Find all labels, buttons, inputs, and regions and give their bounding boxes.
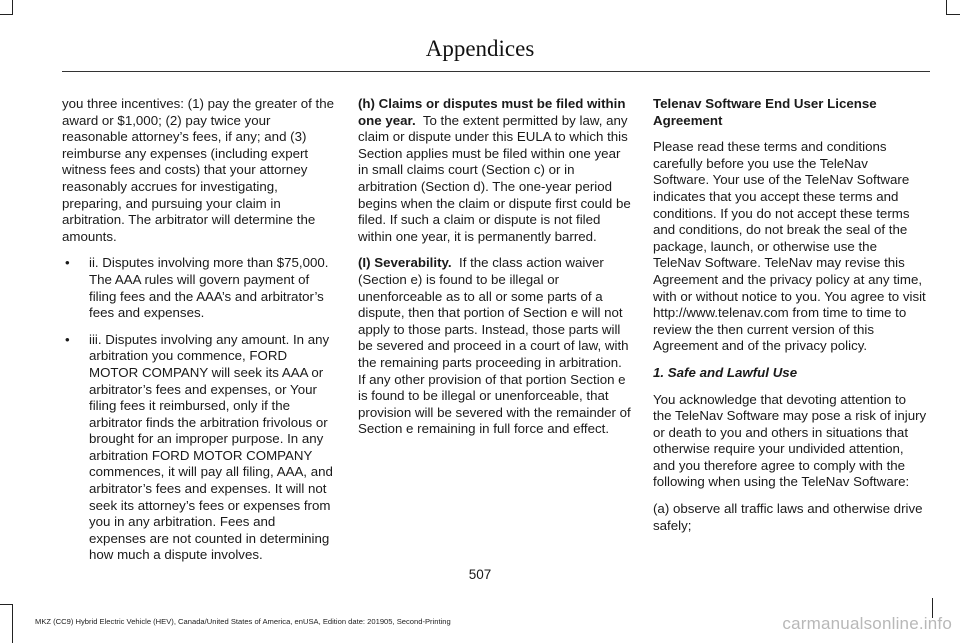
section-h-heading: (h) Claims or disputes must be filed within one year.: [358, 96, 626, 128]
paragraph-terms: Please read these terms and conditions carefully before you use the TeleNav Software. Your use of the TeleNav Software indicates that you accept these terms and conditions. If you do not accept these terms and conditions, do not break the seal of the package, launch, or otherwise use the TeleNav Software. TeleNav may revise this Agreement and the privacy policy at any time, with or without notice to you. You agree to visit http://www.telenav.com from time to time to review the then current version of this Agreement and of the privacy policy.: [653, 139, 926, 354]
bullet-list: [62, 255, 335, 564]
column-right: [653, 96, 927, 544]
paragraph-acknowledge: You acknowledge that devoting attention to the TeleNav Software may pose a risk of injury or death to you and others in situations that otherwise require your undivided attention, and you therefore agree to comply with the following when using the TeleNav Software:: [653, 391, 927, 490]
safe-use-heading: 1. Safe and Lawful Use: [653, 364, 798, 380]
crop-mark-bottom-left-v: [12, 604, 13, 643]
crop-mark-top-left-h: [0, 14, 13, 15]
crop-mark-top-left-v: [12, 0, 13, 14]
telenav-heading: Telenav Software End User License Agreement: [653, 96, 877, 128]
footer-edition: MKZ (CC9) Hybrid Electric Vehicle (HEV), Canada/United States of America, enUSA, Edition date: 201905, Second-Printing: [35, 617, 451, 626]
list-item: [62, 255, 335, 321]
paragraph-incentives: you three incentives: (1) pay the greater of the award or $1,000; (2) pay twice your reasonable attorney’s fees, if any; and (3) reimburse any expenses (including expert witness fees and costs) that your attorney reasonably accrues for investigating, preparing, and pursuing your claim in arbitration. The arbitrator will determine the amounts.: [62, 96, 335, 244]
page-title: Appendices: [425, 36, 535, 61]
list-item: [62, 332, 335, 564]
section-h-body: To the extent permitted by law, any claim or dispute under this EULA to which this Section applies must be filed within one year in small claims court (Section c) or in arbitration (Section d). The one-year period begins when the claim or dispute first could be filed. If such a claim or dispute is not filed within one year, it is permanently barred.: [358, 112, 631, 244]
bullet-icon: •: [65, 331, 70, 347]
paragraph-section-i: [358, 255, 631, 438]
list-item-text: ii. Disputes involving more than $75,000. The AAA rules will govern payment of filing fees and the AAA’s and arbitrator’s fees and expenses.: [89, 255, 329, 321]
page-number: 507: [468, 567, 492, 582]
crop-mark-top-right-v: [946, 0, 947, 14]
paragraph-traffic-laws: (a) observe all traffic laws and otherwise drive safely;: [653, 501, 923, 533]
section-i-body: If the class action waiver (Section e) is found to be illegal or unenforceable as to all or some parts of a dispute, then that portion of Section e will not apply to those parts. Instead, those parts will be severed and proceed in a court of law, with the remaining parts proceeding in arbitration. If any other provision of that portion Section e is found to be illegal or unenforceable, that provision will be severed with the remainder of Section e remaining in full force and effect.: [358, 255, 631, 437]
paragraph-section-h: [358, 96, 631, 245]
crop-mark-bottom-left-h: [0, 604, 13, 605]
column-left: [62, 96, 335, 574]
header-divider: [62, 71, 930, 72]
watermark: carmanualsonline.info: [782, 614, 952, 633]
list-item-text: iii. Disputes involving any amount. In any arbitration you commence, FORD MOTOR COMPANY will seek its AAA or arbitrator’s fees and expenses, or Your filing fees it reimbursed, only if the arbitrator finds the arbitration frivolous or brought for an improper purpose. In any arbitration FORD MOTOR COMPANY commences, it will pay all filing, AAA, and arbitrator’s fees and expenses. It will not seek its attorney’s fees or expenses from you in any arbitration. Fees and expenses are not counted in determining how much a dispute involves.: [89, 331, 333, 563]
bullet-icon: •: [65, 255, 70, 271]
column-middle: [358, 96, 631, 448]
crop-mark-top-right-h: [946, 14, 960, 15]
section-i-heading: (I) Severability.: [358, 255, 452, 271]
